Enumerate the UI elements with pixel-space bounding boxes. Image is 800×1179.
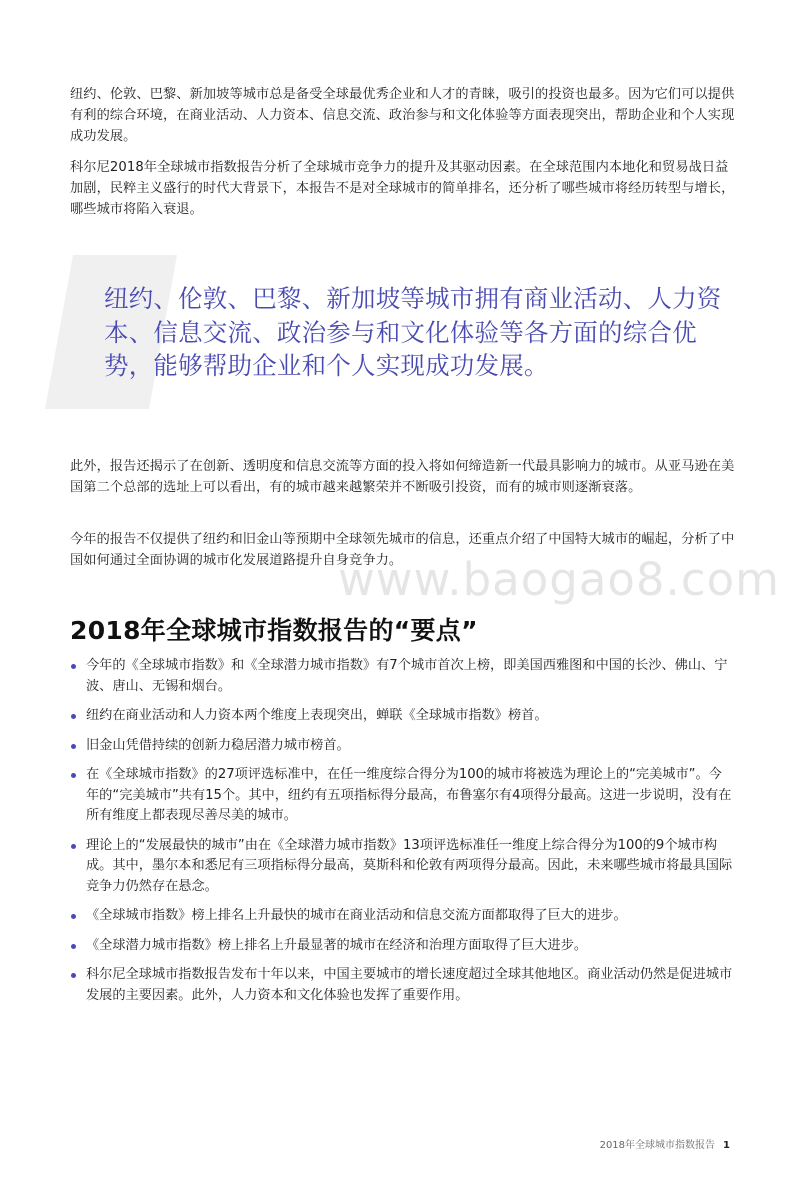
watermark: www.baogao8.com (338, 553, 780, 606)
bullet-dot-icon (71, 944, 76, 949)
bullet-dot-icon (71, 744, 76, 749)
list-item (70, 836, 735, 898)
bullet-dot-icon (71, 914, 76, 919)
key-points-list (70, 656, 735, 1015)
list-item-text: 理论上的“发展最快的城市”由在《全球潜力城市指数》13项评选标准任一维度上综合得分为100的9个城市构成。其中，墨尔本和悉尼有三项指标得分最高，莫斯科和伦敦有两项得分最高。因此，未来哪些城市将最具国际竞争力仍然存在悬念。 (86, 837, 733, 894)
bullet-dot-icon (71, 714, 76, 719)
list-item-text: 纽约在商业活动和人力资本两个维度上表现突出，蝉联《全球城市指数》榜首。 (86, 708, 548, 723)
section-title: 2018年全球城市指数报告的“要点” (70, 616, 478, 645)
pull-quote: 纽约、伦敦、巴黎、新加坡等城市拥有商业活动、人力资本、信息交流、政治参与和文化体验等各方面的综合优势，能够帮助企业和个人实现成功发展。 (104, 284, 722, 380)
list-item-text: 旧金山凭借持续的创新力稳居潜力城市榜首。 (86, 737, 350, 753)
page-footer (600, 1136, 730, 1151)
bullet-dot-icon (71, 773, 76, 778)
list-item-text: 在《全球城市指数》的27项评选标准中，在任一维度综合得分为100的城市将被选为理论上的“完美城市”。今年的“完美城市”共有15个。其中，纽约有五项指标得分最高，布鲁塞尔有4项得分最高。这进一步说明，没有在所有维度上都表现尽善尽美的城市。 (86, 767, 732, 823)
intro-paragraph-2: 科尔尼2018年全球城市指数报告分析了全球城市竞争力的提升及其驱动因素。在全球范围内本地化和贸易战日益加剧，民粹主义盛行的时代大背景下，本报告不是对全球城市的简单排名，还分析了哪些城市将经历转型与增长，哪些城市将陷入衰退。 (70, 160, 735, 217)
list-item (70, 765, 735, 827)
list-item (70, 936, 735, 957)
page-number: 1 (723, 1140, 730, 1151)
list-item (70, 965, 735, 1006)
list-item-text: 《全球潜力城市指数》榜上排名上升最显著的城市在经济和治理方面取得了巨大进步。 (86, 937, 588, 953)
list-item-text: 今年的《全球城市指数》和《全球潜力城市指数》有7个城市首次上榜，即美国西雅图和中国的长沙、佛山、宁波、唐山、无锡和烟台。 (86, 658, 728, 694)
list-item (70, 736, 735, 757)
bullet-dot-icon (71, 844, 76, 849)
bullet-dot-icon (71, 973, 76, 978)
list-item (70, 706, 735, 727)
body-paragraph-1: 此外，报告还揭示了在创新、透明度和信息交流等方面的投入将如何缔造新一代最具影响力的城市。从亚马逊在美国第二个总部的选址上可以看出，有的城市越来越繁荣并不断吸引投资，而有的城市则逐渐衰落。 (70, 459, 735, 495)
list-item (70, 656, 735, 697)
list-item-text: 科尔尼全球城市指数报告发布十年以来，中国主要城市的增长速度超过全球其他地区。商业活动仍然是促进城市发展的主要因素。此外，人力资本和文化体验也发挥了重要作用。 (86, 967, 733, 1003)
footer-report-name: 2018年全球城市指数报告 (599, 1140, 716, 1151)
list-item-text: 《全球城市指数》榜上排名上升最快的城市在商业活动和信息交流方面都取得了巨大的进步。 (86, 908, 627, 923)
list-item (70, 906, 735, 927)
body-paragraph-2: 今年的报告不仅提供了纽约和旧金山等预期中全球领先城市的信息，还重点介绍了中国特大城市的崛起，分析了中国如何通过全面协调的城市化发展道路提升自身竞争力。 (70, 532, 735, 568)
bullet-dot-icon (71, 664, 76, 669)
intro-paragraph-1: 纽约、伦敦、巴黎、新加坡等城市总是备受全球最优秀企业和人才的青睐，吸引的投资也最多。因为它们可以提供有利的综合环境，在商业活动、人力资本、信息交流、政治参与和文化体验等方面表现突出，帮助企业和个人实现成功发展。 (70, 87, 735, 144)
